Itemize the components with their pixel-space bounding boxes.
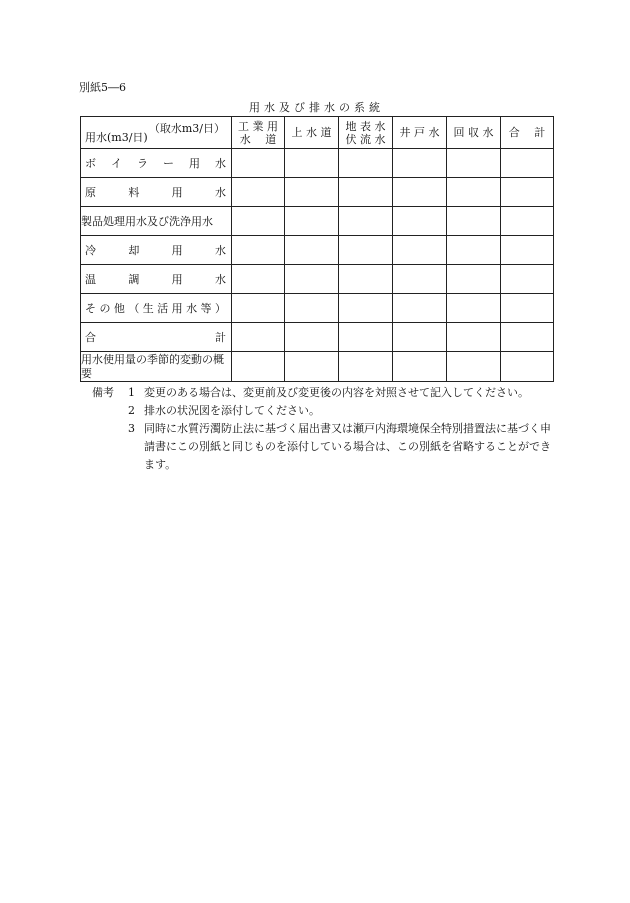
value-cell[interactable] (447, 207, 501, 236)
value-cell[interactable] (501, 207, 554, 236)
value-cell[interactable] (501, 294, 554, 323)
row-label: 原 料 用 水 (81, 178, 232, 207)
header-corner-cell (81, 117, 232, 149)
corner-usage-label: 用水(m3/日) (85, 131, 148, 144)
row-label: そ の 他 （ 生 活 用 水 等 ） (81, 294, 232, 323)
row-label: 温 調 用 水 (81, 265, 232, 294)
value-cell[interactable] (393, 178, 447, 207)
value-cell[interactable] (447, 236, 501, 265)
value-cell[interactable] (339, 294, 393, 323)
remark-item (92, 402, 552, 420)
column-header-surface-water: 地 表 水 伏 流 水 (339, 117, 393, 149)
row-label: ボ イ ラ ー 用 水 (81, 149, 232, 178)
remark-item (92, 384, 552, 402)
value-cell[interactable] (232, 207, 285, 236)
row-label: 製品処理用水及び洗浄用水 (81, 207, 232, 236)
remark-text: 排水の状況図を添付してください。 (144, 404, 320, 417)
value-cell[interactable] (501, 265, 554, 294)
remark-number: 2 (128, 404, 135, 417)
column-header-recovered-water: 回 収 水 (447, 117, 501, 149)
remarks-section (92, 384, 552, 474)
table-row (81, 352, 554, 382)
value-cell[interactable] (501, 352, 554, 382)
table-body (81, 149, 554, 382)
value-cell[interactable] (232, 323, 285, 352)
value-cell[interactable] (501, 323, 554, 352)
column-header-industrial-water: 工 業 用 水 道 (232, 117, 285, 149)
value-cell[interactable] (339, 149, 393, 178)
table-row (81, 207, 554, 236)
value-cell[interactable] (285, 323, 339, 352)
remarks-label: 備考 (92, 386, 114, 399)
value-cell[interactable] (339, 207, 393, 236)
value-cell[interactable] (393, 149, 447, 178)
value-cell[interactable] (232, 294, 285, 323)
value-cell[interactable] (393, 352, 447, 382)
remark-item (92, 420, 552, 474)
remark-text: 同時に水質汚濁防止法に基づく届出書又は瀬戸内海環境保全特別措置法に基づく申請書にこの別紙と同じものを添付している場合は、この別紙を省略することができます。 (144, 422, 551, 471)
corner-intake-label: （取水m3/日） (148, 122, 225, 135)
header-row (81, 117, 554, 149)
value-cell[interactable] (285, 178, 339, 207)
value-cell[interactable] (232, 265, 285, 294)
value-cell[interactable] (447, 149, 501, 178)
value-cell[interactable] (393, 265, 447, 294)
value-cell[interactable] (285, 265, 339, 294)
value-cell[interactable] (447, 323, 501, 352)
value-cell[interactable] (232, 149, 285, 178)
row-label: 用水使用量の季節的変動の概要 (81, 352, 232, 382)
value-cell[interactable] (339, 178, 393, 207)
form-number: 別紙5―6 (79, 81, 126, 94)
table-row (81, 294, 554, 323)
value-cell[interactable] (339, 323, 393, 352)
value-cell[interactable] (285, 149, 339, 178)
value-cell[interactable] (285, 352, 339, 382)
column-header-total: 合 計 (501, 117, 554, 149)
table-row (81, 265, 554, 294)
remark-number: 3 (128, 422, 135, 435)
value-cell[interactable] (339, 265, 393, 294)
value-cell[interactable] (393, 323, 447, 352)
value-cell[interactable] (393, 294, 447, 323)
value-cell[interactable] (285, 207, 339, 236)
value-cell[interactable] (232, 236, 285, 265)
value-cell[interactable] (285, 236, 339, 265)
table-row (81, 178, 554, 207)
value-cell[interactable] (447, 178, 501, 207)
table-title: 用水及び排水の系統 (249, 101, 384, 114)
value-cell[interactable] (501, 236, 554, 265)
value-cell[interactable] (393, 236, 447, 265)
value-cell[interactable] (501, 178, 554, 207)
value-cell[interactable] (501, 149, 554, 178)
value-cell[interactable] (393, 207, 447, 236)
column-header-tap-water: 上 水 道 (285, 117, 339, 149)
value-cell[interactable] (447, 352, 501, 382)
water-system-table (80, 116, 554, 382)
value-cell[interactable] (447, 265, 501, 294)
value-cell[interactable] (285, 294, 339, 323)
value-cell[interactable] (339, 352, 393, 382)
row-label: 冷 却 用 水 (81, 236, 232, 265)
table-row (81, 149, 554, 178)
remark-number: 1 (128, 386, 135, 399)
value-cell[interactable] (232, 352, 285, 382)
value-cell[interactable] (339, 236, 393, 265)
row-label: 合 計 (81, 323, 232, 352)
column-header-well-water: 井 戸 水 (393, 117, 447, 149)
value-cell[interactable] (447, 294, 501, 323)
value-cell[interactable] (232, 178, 285, 207)
table-row (81, 323, 554, 352)
remark-text: 変更のある場合は、変更前及び変更後の内容を対照させて記入してください。 (144, 386, 529, 399)
table-row (81, 236, 554, 265)
